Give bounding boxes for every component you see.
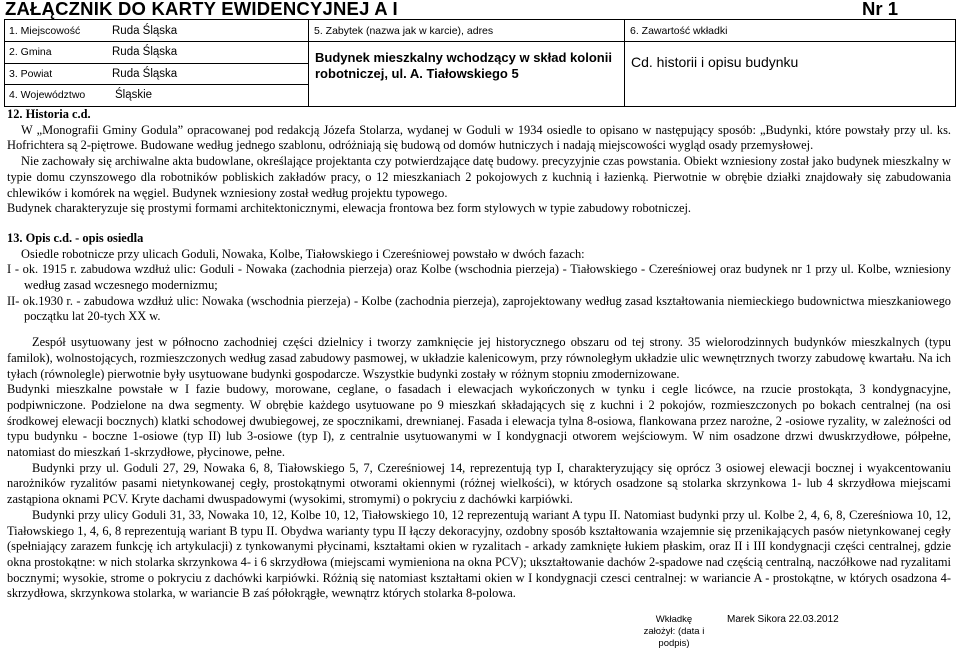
header-divider xyxy=(624,19,625,107)
section-12-heading: 12. Historia c.d. xyxy=(7,107,91,121)
header-border xyxy=(955,19,956,107)
description-intro: Osiedle robotnicze przy ulicach Goduli, Nowaka, Kolbe, Tiałowskiego i Czereśniowej powstało w dwóch fazach: xyxy=(21,246,585,261)
document-number: Nr 1 xyxy=(862,0,898,19)
header-row-line xyxy=(4,41,308,42)
wkladka-label: 6. Zawartość wkładki xyxy=(630,25,728,37)
spacer xyxy=(7,325,951,335)
monument-label: 5. Zabytek (nazwa jak w karcie), adres xyxy=(314,25,494,37)
document-title: ZAŁĄCZNIK DO KARTY EWIDENCYJNEJ A I xyxy=(5,0,398,19)
footer-label: Wkładkę założył: (data i podpis) xyxy=(643,614,705,649)
field-label-voivodeship: 4. Województwo xyxy=(9,89,86,101)
header-border xyxy=(4,19,5,107)
phase-item: I - ok. 1915 r. zabudowa wzdłuż ulic: Goduli - Nowaka (zachodnia pierzeja) oraz Kolbe (wschodnia pierzeja) - Tiałowskiego - Czereśniowej oraz budynek nr 1 przy ul. Kolbe, wzniesiony według zasad wczesnego modernizmu; xyxy=(7,262,951,293)
history-paragraph: W „Monografii Gminy Godula” opracowanej pod redakcją Józefa Stolarza, wydanej w Goduli w 1934 osiedle to opisano w następujący sposób: „Budynki, które powstały przy ul. ks. Hofrichtera są 2-piętrowe. Budowane według jednego szablonu, odróżniają się budową od domów hutniczych i nadają miejscowości wygląd osady przemysłowej. xyxy=(7,122,951,153)
spacer xyxy=(7,217,951,231)
field-value-county: Ruda Śląska xyxy=(112,68,178,80)
field-value-commune: Ruda Śląska xyxy=(112,46,178,58)
history-paragraph: Nie zachowały się archiwalne akta budowlane, określające projektanta czy potwierdzające datę budowy. precyzyjnie czas powstania. Obiekt wzniesiony został jako budynek mieszkalny w typie domu czynszowego dla robotników pobliskich zakładów pracy, o 12 mieszkaniach 2 pokojowych z kuchnią i łazienką. Pierwotnie w obrębie działki znajdowały się zabudowania chlewików i komórek na węgiel. Budynek wzniesiony został według projektu typowego. xyxy=(7,154,951,200)
header-row-line xyxy=(308,41,624,42)
field-label-county: 3. Powiat xyxy=(9,68,53,80)
header-row-line xyxy=(4,84,308,85)
description-paragraph: Budynki mieszkalne powstałe w I fazie budowy, morowane, ceglane, o fasadach i elewacjach wykończonych w tynku i cegle licówce, na rzucie prostokąta, 3 kondygnacyjne, podpiwniczone. Podzielone na dwa segmenty. W obrębie każdego usytuowane po 9 mieszkań składających się z kuchni i 2 pokojów, rozmieszczonych po bokach centralnej (na osi środkowej elewacji bocznych) klatki schodowej dwubiegowej, ze spocznikami, drewnianej. Fasada i elewacja tylna 8-osiowa, flankowana przez narożne, 2 -osiowe ryzality, w zależności od typu budynku - boczne 1-osiowe (typ II) lub 3-osiowe (typ I), z centralnie usytuowanymi w I kondygnacji otworem wejściowym. W nim osadzone drzwi dwuskrzydłowe, półpełne, natomiast do mieszkań 1-skrzydłowe, płycinowe, pełne. xyxy=(7,382,951,460)
section-13-heading: 13. Opis c.d. - opis osiedla xyxy=(7,230,144,245)
field-value-locality: Ruda Śląska xyxy=(112,25,178,37)
description-paragraph: Budynki przy ulicy Goduli 31, 33, Nowaka 10, 12, Kolbe 10, 12, Tiałowskiego 10, 12 reprezentują wariant A typu II. Natomiast budynki przy ul. Kolbe 2, 4, 6, 8, Czereśniowa 10, 12, Tiałowskiego 1, 4, 6, 8 reprezentują wariant B typu II. Obydwa warianty typu II łączy dekoracyjny, ozdobny sposób kształtowania wzajemnie się przenikających pasów nietynkowanej cegły (spełniający zarazem funkcję ich artykulacji) z tynkowanymi płycinami, kształtami okien w ryzalitach - arkady zamknięte łukiem płaskim, oraz II i III kondygnacji części centralnej, gdzie okna prostokątne: w nich stolarka skrzynkowa 4- i 6 skrzydłowa (miejscami wymieniona na okna PCV); ukształtowanie dachów 2-spadowe nad częścią centralną, naczółkowe nad ryzalitami bocznymi; wysokie, strome o pokryciu z dachówki karpiówki. Różnią się natomiast kształtami okien w I kondygnacji czesci centralnej: w wariancie A - prostokątne, w których osadzona 4-skrzydłowa, skrzynkowa stolarka, w wariancie B zaś półokrągłe, wewnątrz których stolarka 8-polowa. xyxy=(7,507,951,601)
description-paragraph: Budynki przy ul. Goduli 27, 29, Nowaka 6, 8, Tiałowskiego 5, 7, Czereśniowej 14, reprezentują typ I, charakteryzujący się oprócz 3 osiowej elewacji bocznej i wyakcentowaniu narożników ryzalitów pasami nietynkowanej cegły, prostokątnymi otworami okiennymi (różnej wielkości), w których osadzone są stolarka skrzynkowa 1- lub 4 skrzydłowa miejscami zastąpiona oknami PCV. Kryte dachami dwuspadowymi (wysokimi, stromymi) o pokryciu z dachówki karpiówki. xyxy=(7,460,951,507)
header-divider xyxy=(308,19,309,107)
description-paragraph: Zespół usytuowany jest w północno zachodniej części dzielnicy i tworzy zamknięcie jej historycznego obszaru od tej strony. 35 wielorodzinnych budynków mieszkalnych (typu familok), wolnostojących, rozmieszczonych według zasad zabudowy pasmowej, w układzie kalenicowym, przy równoległym układzie ulic wewnętrznych tworzy zabudowę kwartału. Na ich tyłach (równolegle) pierwotnie były usytuowane budynki gospodarcze. Wszystkie budynki zostały w różnym stopniu zmodernizowane. xyxy=(7,335,951,381)
header-row-line xyxy=(4,63,308,64)
wkladka-content: Cd. historii i opisu budynku xyxy=(631,54,799,70)
history-paragraph: Budynek charakteryzuje się prostymi formami architektonicznymi, elewacja frontowa bez form stylowych w typie zabudowy robotniczej. xyxy=(7,201,692,216)
header-row-line xyxy=(624,41,955,42)
monument-name: Budynek mieszkalny wchodzący w skład kolonii robotniczej, ul. A. Tiałowskiego 5 xyxy=(315,50,612,81)
field-value-voivodeship: Śląskie xyxy=(115,89,153,101)
field-label-locality: 1. Miejscowość xyxy=(9,25,81,37)
field-label-commune: 2. Gmina xyxy=(9,46,52,58)
footer-signature: Marek Sikora 22.03.2012 xyxy=(727,614,839,625)
header-top-line xyxy=(4,19,955,20)
phase-item: II- ok.1930 r. - zabudowa wzdłuż ulic: Nowaka (wschodnia pierzeja) - Kolbe (zachodnia pierzeja), zaprojektowany według zasad kształtowania niemieckiego budownictwa mieszkaniowego początku lat 20-tych XX w. xyxy=(7,293,951,324)
body-text xyxy=(7,107,951,602)
